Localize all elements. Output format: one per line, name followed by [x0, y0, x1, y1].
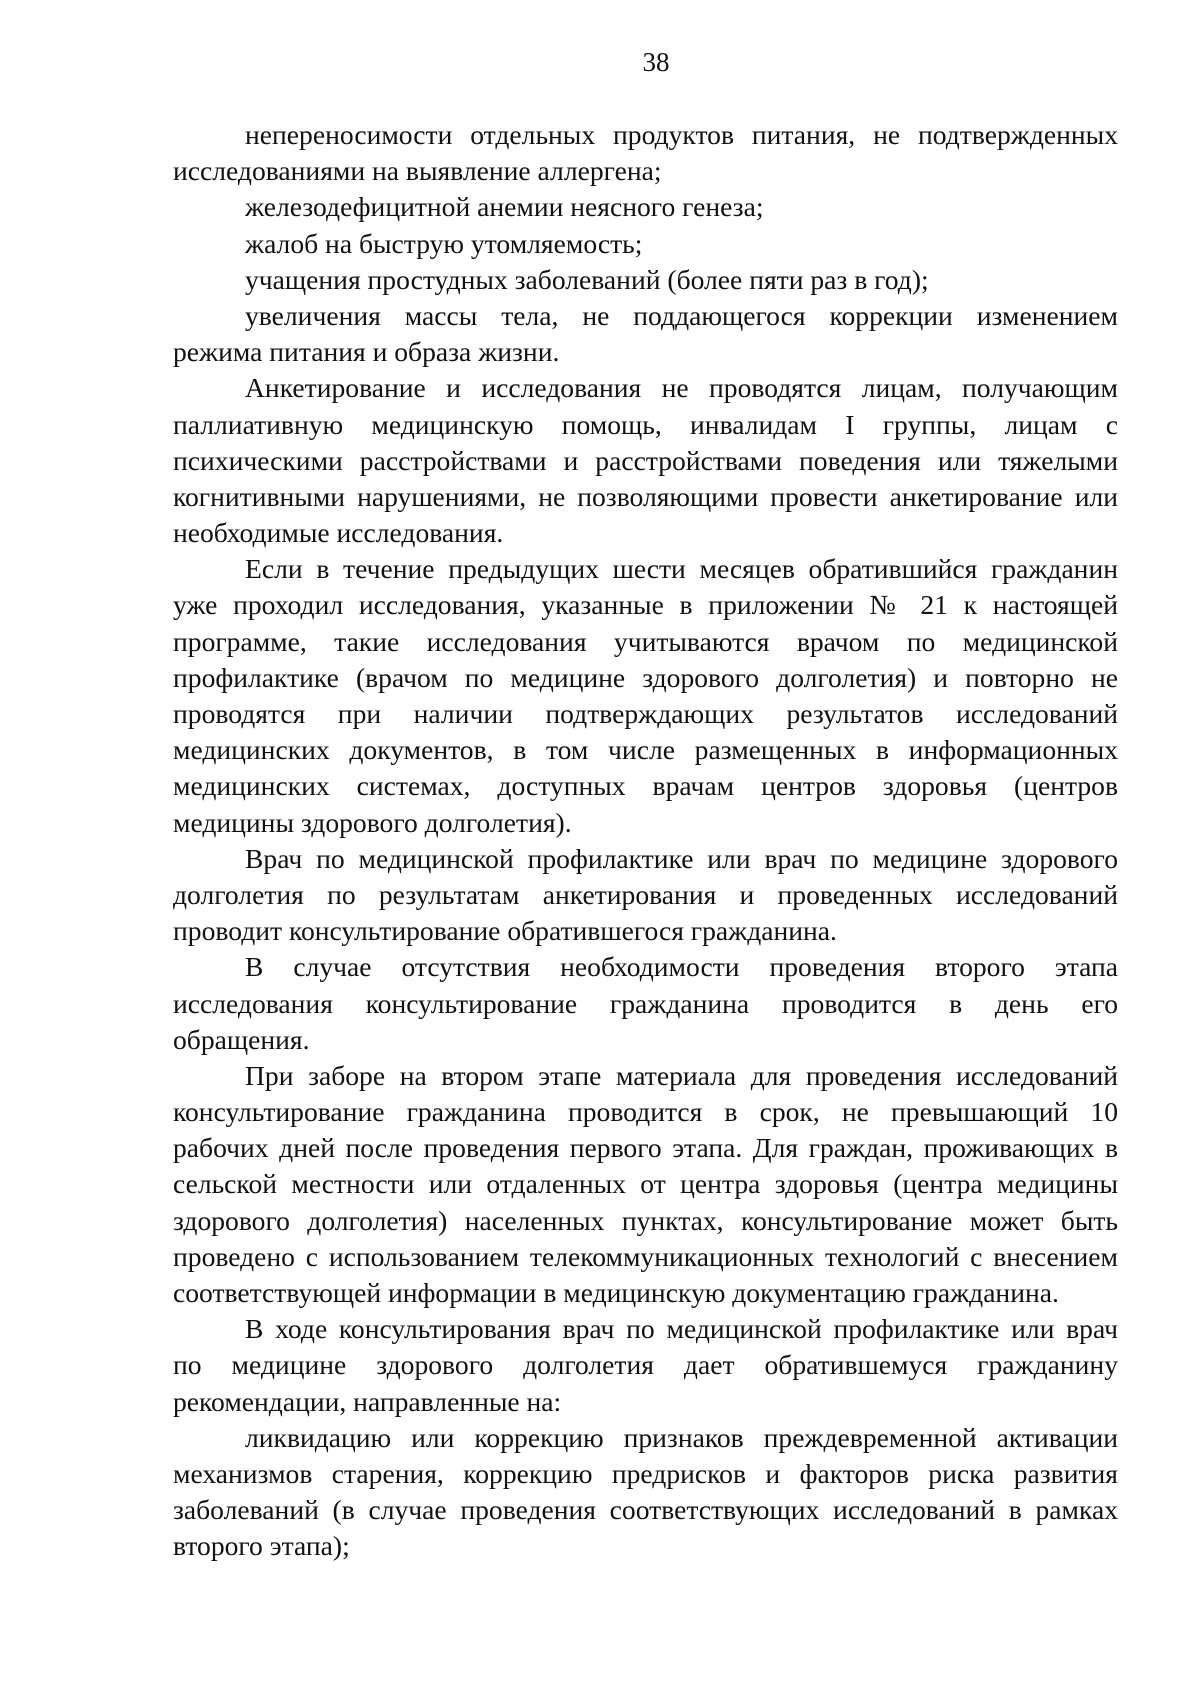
paragraph	[173, 226, 1118, 262]
text-line: медицинских документов, в том числе размещенных в информационных	[173, 734, 1118, 766]
text-line: соответствующей информации в медицинскую документацию гражданина.	[173, 1277, 1059, 1308]
text-line: паллиативную медицинскую помощь, инвалидам I группы, лицам с	[173, 408, 1118, 440]
text-line: сельской местности или отдаленных от центра здоровья (центра медицины	[173, 1168, 1118, 1200]
text-line: когнитивными нарушениями, не позволяющими провести анкетирование или	[173, 480, 1118, 512]
text-line: механизмов старения, коррекцию предрисков и факторов риска развития	[173, 1457, 1118, 1489]
text-line: увеличения массы тела, не поддающегося коррекции изменением	[245, 299, 1118, 331]
text-line: Анкетирование и исследования не проводятся лицам, получающим	[245, 372, 1118, 404]
paragraph	[173, 1311, 1118, 1420]
text-line: Врач по медицинской профилактике или врач по медицине здорового	[245, 842, 1118, 874]
text-line: обращения.	[173, 1023, 310, 1055]
text-line: психическими расстройствами и расстройствами поведения или тяжелыми	[173, 444, 1118, 476]
text-line: В ходе консультирования врач по медицинской профилактике или врач	[245, 1313, 1118, 1345]
text-line: В случае отсутствия необходимости проведения второго этапа	[245, 951, 1118, 983]
text-line: профилактике (врачом по медицине здорового долголетия) и повторно не	[173, 661, 1118, 693]
text-line: по медицине здорового долголетия дает обратившемуся гражданину	[173, 1349, 1118, 1381]
document-body	[173, 117, 1118, 1565]
paragraph	[173, 551, 1118, 841]
text-line: проведено с использованием телекоммуникационных технологий с внесением	[173, 1240, 1118, 1272]
text-line: медицинских системах, доступных врачам центров здоровья (центров	[173, 770, 1118, 802]
text-line: долголетия по результатам анкетирования и проведенных исследований	[173, 878, 1118, 910]
text-line: медицины здорового долголетия).	[173, 806, 572, 838]
text-line: программе, такие исследования учитываются врачом по медицинской	[173, 625, 1118, 657]
text-line: необходимые исследования.	[173, 517, 504, 549]
text-line: ликвидацию или коррекцию признаков преждевременной активации	[245, 1421, 1118, 1453]
text-line: здорового долголетия) населенных пунктах, консультирование может быть	[173, 1204, 1118, 1236]
text-line: жалоб на быструю утомляемость;	[245, 227, 643, 259]
text-line: консультирование гражданина проводится в срок, не превышающий 10	[173, 1096, 1118, 1128]
page-number: 38	[642, 47, 670, 77]
paragraph	[173, 1058, 1118, 1311]
text-line: проводятся при наличии подтверждающих результатов исследований	[173, 698, 1118, 729]
text-line: исследованиями на выявление аллергена;	[173, 155, 662, 187]
paragraph	[173, 262, 1118, 298]
paragraph	[173, 370, 1118, 551]
text-line: второго этапа);	[173, 1530, 350, 1562]
text-line: заболеваний (в случае проведения соответствующих исследований в рамках	[173, 1494, 1118, 1526]
text-line: При заборе на втором этапе материала для проведения исследований	[245, 1059, 1118, 1091]
text-line: проводит консультирование обратившегося гражданина.	[173, 915, 837, 947]
text-line: рекомендации, направленные на:	[173, 1385, 562, 1417]
text-line: рабочих дней после проведения первого этапа. Для граждан, проживающих в	[173, 1132, 1118, 1164]
text-line: исследования консультирование гражданина проводится в день его	[173, 987, 1118, 1019]
paragraph	[173, 298, 1118, 370]
text-line: уже проходил исследования, указанные в приложении № 21 к настоящей	[173, 589, 1118, 621]
text-line: непереносимости отдельных продуктов питания, не подтвержденных	[245, 119, 1118, 150]
paragraph	[173, 1420, 1118, 1565]
text-line: Если в течение предыдущих шести месяцев обратившийся гражданин	[245, 553, 1118, 585]
paragraph	[173, 949, 1118, 1058]
text-line: учащения простудных заболеваний (более пяти раз в год);	[245, 263, 929, 295]
text-line: режима питания и образа жизни.	[173, 336, 560, 368]
paragraph	[173, 117, 1118, 189]
paragraph	[173, 841, 1118, 950]
text-line: железодефицитной анемии неясного генеза;	[245, 191, 764, 223]
paragraph	[173, 189, 1118, 225]
